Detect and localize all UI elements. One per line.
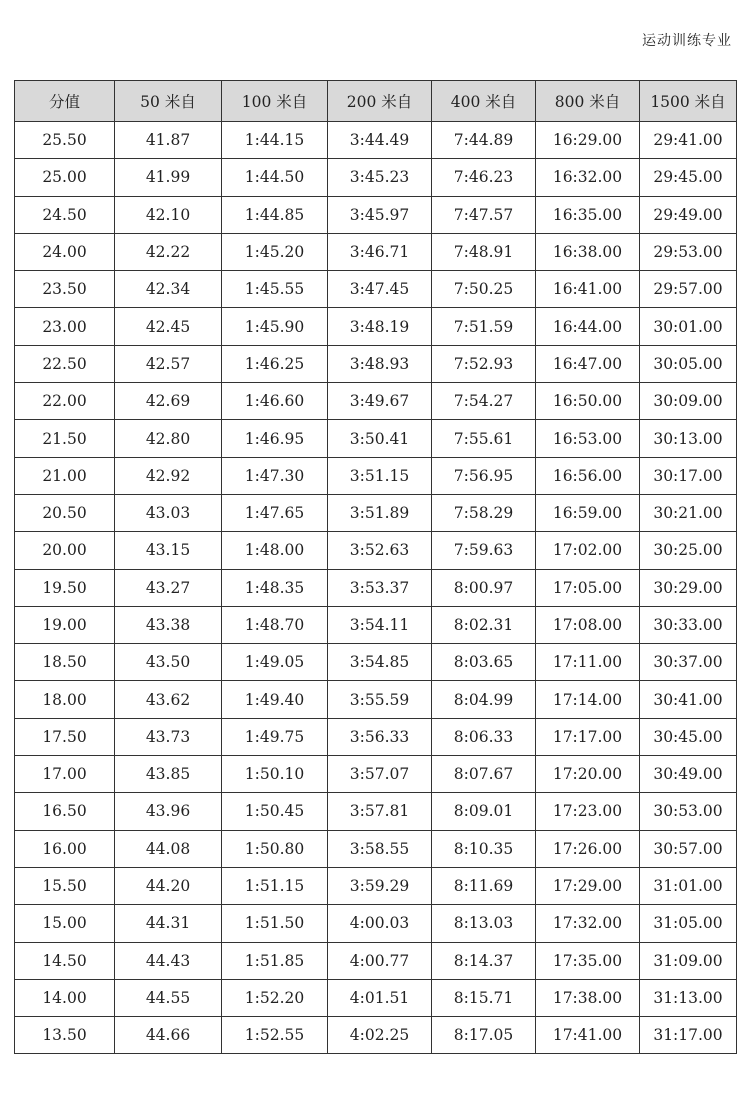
table-cell: 17:14.00 <box>536 681 640 718</box>
table-cell: 7:58.29 <box>432 494 536 531</box>
table-row <box>15 793 737 830</box>
table-cell: 29:49.00 <box>640 196 737 233</box>
table-cell: 14.50 <box>15 942 115 979</box>
table-cell: 3:56.33 <box>328 718 432 755</box>
table-cell: 7:54.27 <box>432 383 536 420</box>
table-cell: 7:52.93 <box>432 345 536 382</box>
table-cell: 44.20 <box>115 867 222 904</box>
table-row <box>15 420 737 457</box>
table-cell: 16:47.00 <box>536 345 640 382</box>
table-cell: 3:47.45 <box>328 271 432 308</box>
table-cell: 17:17.00 <box>536 718 640 755</box>
table-row <box>15 718 737 755</box>
table-cell: 17:38.00 <box>536 979 640 1016</box>
table-cell: 24.00 <box>15 233 115 270</box>
table-cell: 21.00 <box>15 457 115 494</box>
table-cell: 1:45.20 <box>222 233 328 270</box>
table-cell: 17:08.00 <box>536 606 640 643</box>
table-header-row <box>15 81 737 122</box>
table-cell: 8:03.65 <box>432 644 536 681</box>
table-cell: 42.57 <box>115 345 222 382</box>
table-cell: 42.69 <box>115 383 222 420</box>
table-cell: 3:51.15 <box>328 457 432 494</box>
table-cell: 20.50 <box>15 494 115 531</box>
table-cell: 1:48.35 <box>222 569 328 606</box>
table-cell: 14.00 <box>15 979 115 1016</box>
table-cell: 3:45.23 <box>328 159 432 196</box>
table-cell: 31:09.00 <box>640 942 737 979</box>
table-cell: 30:25.00 <box>640 532 737 569</box>
table-cell: 43.96 <box>115 793 222 830</box>
table-cell: 17:20.00 <box>536 756 640 793</box>
table-cell: 17:32.00 <box>536 905 640 942</box>
table-cell: 1:51.85 <box>222 942 328 979</box>
table-cell: 4:02.25 <box>328 1017 432 1054</box>
table-cell: 42.10 <box>115 196 222 233</box>
table-cell: 1:50.80 <box>222 830 328 867</box>
table-cell: 31:01.00 <box>640 867 737 904</box>
table-cell: 7:51.59 <box>432 308 536 345</box>
table-cell: 30:17.00 <box>640 457 737 494</box>
table-row <box>15 122 737 159</box>
table-row <box>15 756 737 793</box>
table-cell: 30:41.00 <box>640 681 737 718</box>
table-cell: 43.85 <box>115 756 222 793</box>
table-cell: 8:09.01 <box>432 793 536 830</box>
table-cell: 42.22 <box>115 233 222 270</box>
table-cell: 30:21.00 <box>640 494 737 531</box>
table-cell: 16:38.00 <box>536 233 640 270</box>
table-cell: 29:41.00 <box>640 122 737 159</box>
table-cell: 44.08 <box>115 830 222 867</box>
table-cell: 41.99 <box>115 159 222 196</box>
table-cell: 30:13.00 <box>640 420 737 457</box>
table-row <box>15 383 737 420</box>
table-cell: 30:49.00 <box>640 756 737 793</box>
table-cell: 18.50 <box>15 644 115 681</box>
table-cell: 22.50 <box>15 345 115 382</box>
table-cell: 29:45.00 <box>640 159 737 196</box>
table-cell: 30:37.00 <box>640 644 737 681</box>
table-cell: 23.50 <box>15 271 115 308</box>
table-cell: 44.31 <box>115 905 222 942</box>
table-cell: 1:51.50 <box>222 905 328 942</box>
table-cell: 1:46.60 <box>222 383 328 420</box>
table-cell: 43.50 <box>115 644 222 681</box>
table-cell: 16.50 <box>15 793 115 830</box>
table-cell: 3:44.49 <box>328 122 432 159</box>
table-cell: 16.00 <box>15 830 115 867</box>
table-cell: 43.27 <box>115 569 222 606</box>
table-cell: 29:53.00 <box>640 233 737 270</box>
table-row <box>15 494 737 531</box>
table-cell: 31:17.00 <box>640 1017 737 1054</box>
table-cell: 13.50 <box>15 1017 115 1054</box>
table-cell: 3:45.97 <box>328 196 432 233</box>
table-cell: 25.50 <box>15 122 115 159</box>
table-row <box>15 308 737 345</box>
table-cell: 1:52.20 <box>222 979 328 1016</box>
table-cell: 1:49.40 <box>222 681 328 718</box>
table-cell: 29:57.00 <box>640 271 737 308</box>
table-cell: 3:58.55 <box>328 830 432 867</box>
table-cell: 41.87 <box>115 122 222 159</box>
table-header <box>15 81 737 122</box>
table-cell: 43.62 <box>115 681 222 718</box>
table-row <box>15 942 737 979</box>
table-cell: 1:44.85 <box>222 196 328 233</box>
table-cell: 17:29.00 <box>536 867 640 904</box>
table-cell: 1:47.65 <box>222 494 328 531</box>
table-cell: 3:49.67 <box>328 383 432 420</box>
table-cell: 16:41.00 <box>536 271 640 308</box>
table-cell: 8:02.31 <box>432 606 536 643</box>
table-cell: 42.92 <box>115 457 222 494</box>
table-cell: 4:00.77 <box>328 942 432 979</box>
table-cell: 23.00 <box>15 308 115 345</box>
table-row <box>15 830 737 867</box>
column-header: 200 米自 <box>328 81 432 122</box>
table-body <box>15 122 737 1054</box>
table-cell: 1:50.10 <box>222 756 328 793</box>
table-cell: 16:56.00 <box>536 457 640 494</box>
table-cell: 8:00.97 <box>432 569 536 606</box>
table-cell: 15.50 <box>15 867 115 904</box>
table-cell: 24.50 <box>15 196 115 233</box>
table-cell: 17.00 <box>15 756 115 793</box>
table-cell: 1:44.50 <box>222 159 328 196</box>
table-cell: 44.43 <box>115 942 222 979</box>
table-cell: 17:35.00 <box>536 942 640 979</box>
table-cell: 30:29.00 <box>640 569 737 606</box>
table-cell: 3:46.71 <box>328 233 432 270</box>
table-cell: 1:48.70 <box>222 606 328 643</box>
table-cell: 3:55.59 <box>328 681 432 718</box>
table-row <box>15 606 737 643</box>
table-cell: 1:46.95 <box>222 420 328 457</box>
table-cell: 16:35.00 <box>536 196 640 233</box>
table-cell: 7:50.25 <box>432 271 536 308</box>
table-row <box>15 644 737 681</box>
table-row <box>15 532 737 569</box>
table-row <box>15 159 737 196</box>
table-cell: 30:05.00 <box>640 345 737 382</box>
table-cell: 16:50.00 <box>536 383 640 420</box>
table-cell: 4:00.03 <box>328 905 432 942</box>
table-row <box>15 569 737 606</box>
table-cell: 17:23.00 <box>536 793 640 830</box>
table-cell: 17:41.00 <box>536 1017 640 1054</box>
table-cell: 3:51.89 <box>328 494 432 531</box>
table-cell: 3:54.11 <box>328 606 432 643</box>
table-cell: 3:57.81 <box>328 793 432 830</box>
table-cell: 31:05.00 <box>640 905 737 942</box>
table-cell: 1:44.15 <box>222 122 328 159</box>
table-cell: 4:01.51 <box>328 979 432 1016</box>
table-cell: 30:57.00 <box>640 830 737 867</box>
table-cell: 1:47.30 <box>222 457 328 494</box>
table-cell: 30:01.00 <box>640 308 737 345</box>
table-cell: 44.55 <box>115 979 222 1016</box>
table-cell: 17.50 <box>15 718 115 755</box>
table-cell: 20.00 <box>15 532 115 569</box>
table-cell: 1:49.75 <box>222 718 328 755</box>
table-cell: 3:53.37 <box>328 569 432 606</box>
table-cell: 8:13.03 <box>432 905 536 942</box>
column-header: 400 米自 <box>432 81 536 122</box>
table-cell: 8:06.33 <box>432 718 536 755</box>
table-cell: 43.38 <box>115 606 222 643</box>
table-row <box>15 271 737 308</box>
table-cell: 30:45.00 <box>640 718 737 755</box>
table-cell: 1:51.15 <box>222 867 328 904</box>
table-cell: 16:59.00 <box>536 494 640 531</box>
table-cell: 8:17.05 <box>432 1017 536 1054</box>
table-row <box>15 1017 737 1054</box>
table-cell: 7:56.95 <box>432 457 536 494</box>
table-cell: 7:46.23 <box>432 159 536 196</box>
table-cell: 42.80 <box>115 420 222 457</box>
table-cell: 1:52.55 <box>222 1017 328 1054</box>
column-header: 800 米自 <box>536 81 640 122</box>
table-cell: 18.00 <box>15 681 115 718</box>
table-cell: 7:55.61 <box>432 420 536 457</box>
table-cell: 3:48.19 <box>328 308 432 345</box>
table-cell: 43.73 <box>115 718 222 755</box>
table-cell: 8:04.99 <box>432 681 536 718</box>
table-cell: 19.50 <box>15 569 115 606</box>
table-cell: 19.00 <box>15 606 115 643</box>
table-cell: 7:59.63 <box>432 532 536 569</box>
column-header: 100 米自 <box>222 81 328 122</box>
table-cell: 16:53.00 <box>536 420 640 457</box>
table-cell: 1:45.55 <box>222 271 328 308</box>
table-row <box>15 345 737 382</box>
table-cell: 8:15.71 <box>432 979 536 1016</box>
table-cell: 17:05.00 <box>536 569 640 606</box>
table-cell: 42.34 <box>115 271 222 308</box>
table-row <box>15 905 737 942</box>
table-cell: 3:52.63 <box>328 532 432 569</box>
table-cell: 1:50.45 <box>222 793 328 830</box>
table-cell: 8:14.37 <box>432 942 536 979</box>
table-cell: 15.00 <box>15 905 115 942</box>
table-cell: 3:48.93 <box>328 345 432 382</box>
table-cell: 21.50 <box>15 420 115 457</box>
table-cell: 3:54.85 <box>328 644 432 681</box>
table-cell: 7:44.89 <box>432 122 536 159</box>
table-cell: 43.03 <box>115 494 222 531</box>
table-cell: 25.00 <box>15 159 115 196</box>
table-cell: 8:11.69 <box>432 867 536 904</box>
table-cell: 16:44.00 <box>536 308 640 345</box>
table-cell: 17:26.00 <box>536 830 640 867</box>
table-cell: 7:47.57 <box>432 196 536 233</box>
table-cell: 16:29.00 <box>536 122 640 159</box>
table-row <box>15 196 737 233</box>
table-cell: 30:09.00 <box>640 383 737 420</box>
table-cell: 43.15 <box>115 532 222 569</box>
column-header: 50 米自 <box>115 81 222 122</box>
table-row <box>15 867 737 904</box>
table-row <box>15 233 737 270</box>
score-table <box>14 80 737 1054</box>
table-row <box>15 979 737 1016</box>
table-cell: 3:59.29 <box>328 867 432 904</box>
table-cell: 1:45.90 <box>222 308 328 345</box>
table-cell: 3:50.41 <box>328 420 432 457</box>
table-cell: 8:07.67 <box>432 756 536 793</box>
table-cell: 31:13.00 <box>640 979 737 1016</box>
table-cell: 42.45 <box>115 308 222 345</box>
table-cell: 30:33.00 <box>640 606 737 643</box>
column-header: 1500 米自 <box>640 81 737 122</box>
column-header: 分值 <box>15 81 115 122</box>
table-cell: 7:48.91 <box>432 233 536 270</box>
table-cell: 22.00 <box>15 383 115 420</box>
table-cell: 44.66 <box>115 1017 222 1054</box>
page-header-text: 运动训练专业 <box>642 33 732 49</box>
table-cell: 17:02.00 <box>536 532 640 569</box>
table-row <box>15 457 737 494</box>
table-cell: 1:46.25 <box>222 345 328 382</box>
table-cell: 1:48.00 <box>222 532 328 569</box>
table-cell: 3:57.07 <box>328 756 432 793</box>
table-cell: 30:53.00 <box>640 793 737 830</box>
table-cell: 17:11.00 <box>536 644 640 681</box>
table-row <box>15 681 737 718</box>
table-cell: 8:10.35 <box>432 830 536 867</box>
table-cell: 16:32.00 <box>536 159 640 196</box>
table-cell: 1:49.05 <box>222 644 328 681</box>
